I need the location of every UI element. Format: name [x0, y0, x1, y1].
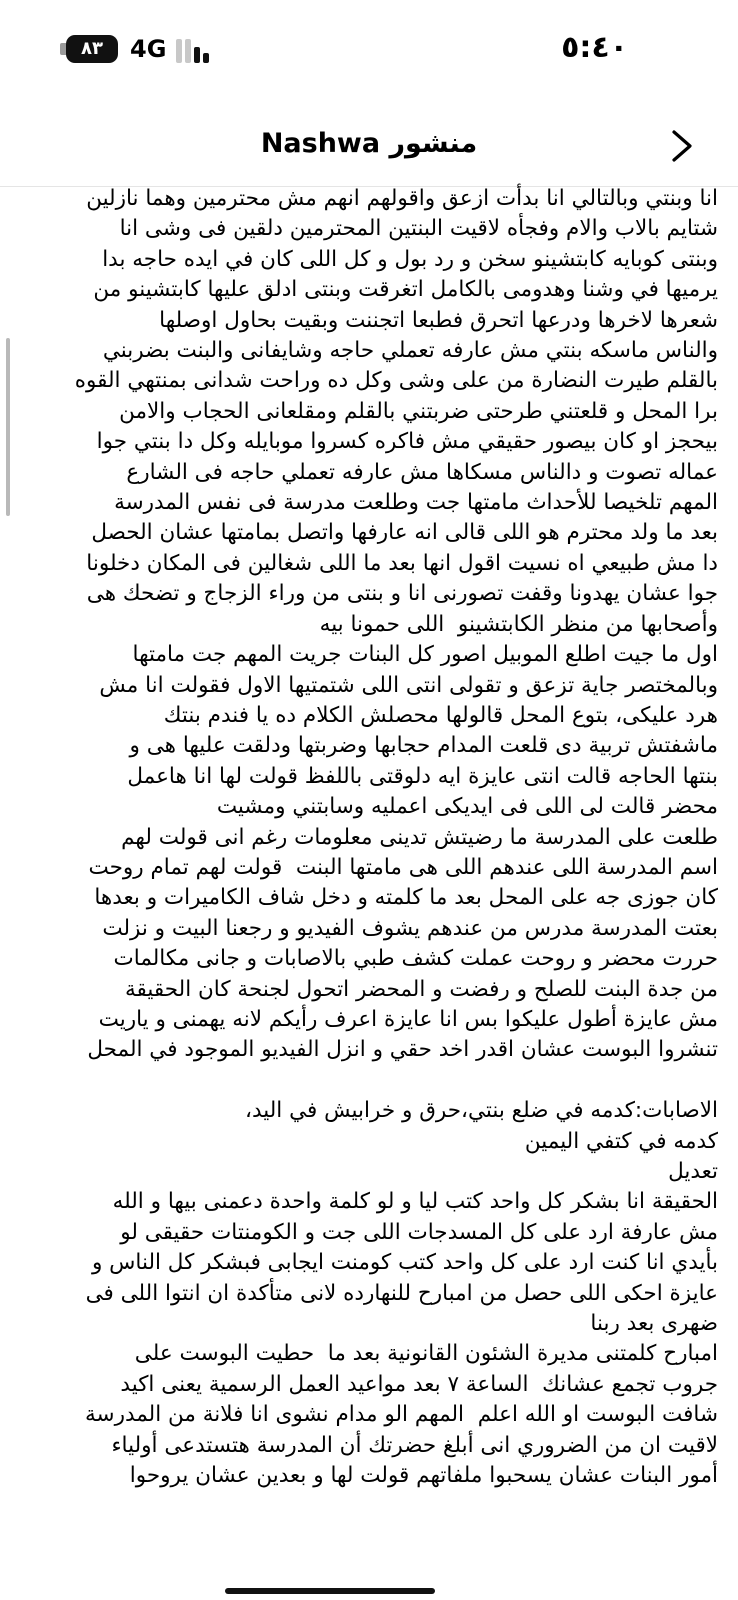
- scroll-indicator[interactable]: [6, 338, 10, 516]
- chevron-right-icon[interactable]: [662, 126, 702, 166]
- battery-icon: ٨٣: [66, 35, 118, 63]
- signal-icon: [176, 37, 216, 63]
- network-type: 4G: [130, 35, 167, 63]
- header: [0, 110, 738, 187]
- status-bar: [0, 0, 738, 100]
- post-text: انا وبنتي وبالتالي انا بدأت ازعق واقولهم انهم مش محترمين وهما نازلين شتايم بالاب والام وفجأه لاقيت البنتين المحترمين دلقين فى وشى انا وبنتى كوبايه كابتشينو سخن و رد بول و كل اللى كان في ايده حاجه بدا يرميها في وشنا وهدومى بالكامل اتغرقت وبنتى ادلق عليها كابتشينو من شعرها لاخرها ودرعها اتحرق فطبعا اتجننت وبقيت بحاول اوصلها والناس ماسكه بنتي مش عارفه تعملي حاجه وشايفانى والبنت بضربني بالقلم طيرت النضارة من على وشى وكل ده وراحت شدانى بمنتهي القوه برا المحل و قلعتني طرحتى ضربتني بالقلم ومقلعانى الحجاب والامن بيحجز او كان بيصور حقيقي مش فاكره كسروا موبايله وكل دا بنتي جوا عماله تصوت و دالناس مسكاها مش عارفه تعملي حاجه فى الشارع المهم تلخيصا للأحداث مامتها جت وطلعت مدرسة فى نفس المدرسة بعد ما ولد محترم هو اللى قالى انه عارفها واتصل بمامتها عشان الحصل دا مش طبيعي اه نسيت اقول انها بعد ما اللى شغالين فى المكان دخلونا جوا عشان يهدونا وقفت تصورنى انا و بنتى من وراء الزجاج و تضحك هى وأصحابها من منظر الكابتشينو اللى حمونا بيه اول ما جيت اطلع الموبيل اصور كل البنات جريت المهم جت مامتها وبالمختصر جاية تزعق و تقولى انتى اللى شتمتيها الاول فقولت انا مش هرد عليكى، بتوع المحل قالولها محصلش الكلام ده يا فندم بنتك ماشفتش تربية دى قلعت المدام حجابها وضربتها ودلقت عليها هى و بنتها الحاجه قالت انتى عايزة ايه دلوقتى باللفظ قولت لها انا هاعمل محضر قالت لى اللى فى ايديكى اعمليه وسابتني ومشيت طلعت على المدرسة ما رضيتش تدينى معلومات رغم انى قولت لهم اسم المدرسة اللى عندهم اللى هى مامتها البنت قولت لهم تمام روحت كان جوزى جه على المحل بعد ما كلمته و دخل شاف الكاميرات و بعدها بعتت المدرسة مدرس من عندهم يشوف الفيديو و رجعنا البيت و نزلت حررت محضر و روحت عملت كشف طبي بالاصابات و جانى مكالمات من جدة البنت للصلح و رفضت و المحضر اتحول لجنحة كان الحقيقة مش عايزة أطول عليكوا بس انا عايزة اعرف رأيكم لانه يهمنى و ياريت تنشروا البوست عشان اقدر اخد حقي و انزل الفيديو الموجود في المحل الاصابات:كدمه في ضلع بنتي،حرق و خرابيش في اليد، كدمه في كتفي اليمين تعديل الحقيقة انا بشكر كل واحد كتب ليا و لو كلمة واحدة دعمنى بيها و الله مش عارفة ارد على كل المسدجات اللى جت و الكومنتات حقيقى لو بأيدي انا كنت ارد على كل واحد كتب كومنت ايجابى فبشكر كل الناس و عايزة احكى اللى حصل من امبارح للنهارده لانى متأكدة ان انتوا اللى فى ضهرى بعد ربنا امبارح كلمتنى مديرة الشئون القانونية بعد ما حطيت البوست على جروب تجمع عشانك الساعة ٧ بعد مواعيد العمل الرسمية يعنى اكيد شافت البوست او الله اعلم المهم الو مدام نشوى انا فلانة من المدرسة لاقيت ان من الضروري انى أبلغ حضرتك أن المدرسة هتستدعى أولياء أمور البنات عشان يسحبوا ملفاتهم قولت لها و بعدين عشان يروحوا: [74, 186, 718, 1489]
- post-content[interactable]: [0, 180, 738, 1600]
- strikethrough-mark: [225, 1588, 435, 1594]
- clock: ٥:٤٠: [561, 30, 628, 65]
- page-title: منشور Nashwa: [260, 128, 478, 159]
